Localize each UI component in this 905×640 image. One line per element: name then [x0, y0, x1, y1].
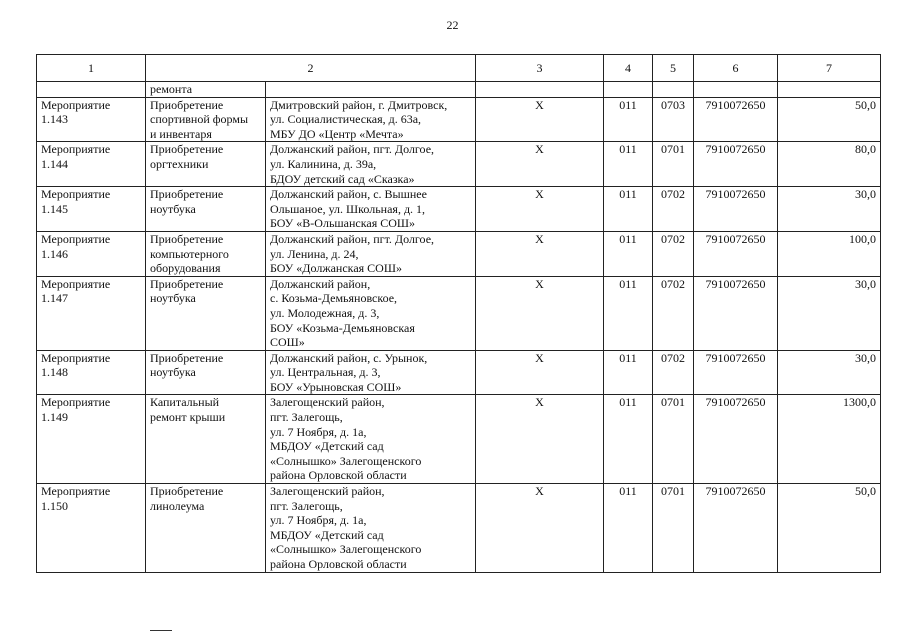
activity-name-cell	[146, 97, 266, 142]
address-line: с. Козьма-Демьяновское,	[270, 291, 398, 306]
target-code-cell: 7910072650	[694, 187, 778, 232]
address-line: МБУ ДО «Центр «Мечта»	[270, 126, 404, 141]
header-col-6: 6	[694, 55, 778, 82]
activity-name-line: спортивной формы	[150, 112, 249, 127]
address-line: СОШ»	[270, 335, 305, 350]
activity-id-cell	[37, 350, 146, 395]
address-line: ул. Молодежная, д. 3,	[270, 305, 380, 320]
footer-mark	[150, 630, 172, 631]
code-cell: 011	[604, 395, 653, 484]
activity-name-line: Приобретение	[150, 97, 224, 112]
code-cell: 011	[604, 276, 653, 350]
address-cell	[266, 276, 476, 350]
activity-id-line: 1.146	[41, 246, 68, 261]
activity-name-cell	[146, 231, 266, 276]
address-cell	[266, 187, 476, 232]
address-line: Залегощенский район,	[270, 395, 385, 410]
cont-cell-3	[266, 82, 476, 98]
target-code-cell: 7910072650	[694, 484, 778, 573]
amount-cell: 50,0	[778, 97, 881, 142]
address-line: МБДОУ «Детский сад	[270, 527, 384, 542]
code-cell: 011	[604, 187, 653, 232]
address-line: Должанский район, пгт. Долгое,	[270, 142, 435, 157]
target-code-cell: 7910072650	[694, 142, 778, 187]
table-row	[37, 484, 881, 573]
mark-cell: Х	[476, 350, 604, 395]
table-row	[37, 142, 881, 187]
address-line: «Солнышко» Залегощенского	[270, 453, 422, 468]
activity-id-line: 1.148	[41, 365, 68, 380]
section-cell: 0702	[653, 231, 694, 276]
activity-id-cell	[37, 484, 146, 573]
table-row	[37, 97, 881, 142]
activity-id-cell	[37, 142, 146, 187]
header-col-5: 5	[653, 55, 694, 82]
activity-name-line: ноутбука	[150, 201, 196, 216]
address-line: ул. 7 Ноября, д. 1а,	[270, 513, 367, 528]
activity-name-line: Приобретение	[150, 142, 224, 157]
activity-id-line: 1.150	[41, 498, 68, 513]
address-line: ул. 7 Ноября, д. 1а,	[270, 424, 367, 439]
cont-cell-4	[476, 82, 604, 98]
address-line: Должанский район,	[270, 276, 371, 291]
address-line: «Солнышко» Залегощенского	[270, 542, 422, 557]
amount-cell: 30,0	[778, 276, 881, 350]
activity-id-line: Мероприятие	[41, 231, 111, 246]
header-col-7: 7	[778, 55, 881, 82]
activity-name-line: и инвентаря	[150, 126, 212, 141]
address-cell	[266, 484, 476, 573]
mark-cell: Х	[476, 231, 604, 276]
section-cell: 0701	[653, 142, 694, 187]
amount-cell: 50,0	[778, 484, 881, 573]
header-row	[37, 55, 881, 82]
address-line: БОУ «В-Ольшанская СОШ»	[270, 216, 416, 231]
cont-cell-5	[604, 82, 653, 98]
section-cell: 0701	[653, 484, 694, 573]
mark-cell: Х	[476, 142, 604, 187]
activity-id-line: 1.143	[41, 112, 68, 127]
address-line: БОУ «Урыновская СОШ»	[270, 379, 402, 394]
section-cell: 0703	[653, 97, 694, 142]
activity-name-cell	[146, 276, 266, 350]
header-col-2: 2	[146, 55, 476, 82]
mark-cell: Х	[476, 276, 604, 350]
activity-name-line: ноутбука	[150, 291, 196, 306]
continuation-row	[37, 82, 881, 98]
activity-name-line: ремонт крыши	[150, 410, 226, 425]
address-cell	[266, 350, 476, 395]
activity-name-line: Приобретение	[150, 276, 224, 291]
address-line: БОУ «Должанская СОШ»	[270, 261, 402, 276]
activity-name-line: линолеума	[150, 498, 205, 513]
address-line: пгт. Залегощь,	[270, 498, 343, 513]
activity-name-cell	[146, 484, 266, 573]
activity-id-line: 1.144	[41, 156, 68, 171]
address-line: ул. Центральная, д. 3,	[270, 365, 381, 380]
cont-cell-1	[37, 82, 146, 98]
activity-name-line: Приобретение	[150, 484, 224, 499]
section-cell: 0701	[653, 395, 694, 484]
target-code-cell: 7910072650	[694, 276, 778, 350]
activity-id-cell	[37, 231, 146, 276]
address-line: Должанский район, с. Урынок,	[270, 350, 428, 365]
code-cell: 011	[604, 142, 653, 187]
address-line: МБДОУ «Детский сад	[270, 439, 384, 454]
activity-id-line: Мероприятие	[41, 350, 111, 365]
cont-cell-2: ремонта	[146, 82, 266, 98]
target-code-cell: 7910072650	[694, 97, 778, 142]
header-col-1: 1	[37, 55, 146, 82]
activity-name-line: Капитальный	[150, 395, 220, 410]
address-line: ул. Социалистическая, д. 63а,	[270, 112, 422, 127]
header-col-3: 3	[476, 55, 604, 82]
activity-id-line: Мероприятие	[41, 484, 111, 499]
target-code-cell: 7910072650	[694, 231, 778, 276]
target-code-cell: 7910072650	[694, 395, 778, 484]
activity-id-line: 1.145	[41, 201, 68, 216]
amount-cell: 30,0	[778, 350, 881, 395]
table-row	[37, 231, 881, 276]
address-line: района Орловской области	[270, 557, 407, 571]
cont-cell-8	[778, 82, 881, 98]
address-line: района Орловской области	[270, 468, 407, 483]
address-line: пгт. Залегощь,	[270, 410, 343, 425]
address-line: БДОУ детский сад «Сказка»	[270, 171, 415, 186]
activity-id-cell	[37, 97, 146, 142]
activity-id-cell	[37, 276, 146, 350]
activity-id-line: 1.149	[41, 410, 68, 425]
activity-id-line: Мероприятие	[41, 187, 111, 202]
address-line: Ольшаное, ул. Школьная, д. 1,	[270, 201, 426, 216]
code-cell: 011	[604, 484, 653, 573]
activity-name-cell	[146, 395, 266, 484]
section-cell: 0702	[653, 350, 694, 395]
table-row	[37, 276, 881, 350]
mark-cell: Х	[476, 484, 604, 573]
activity-name-cell	[146, 142, 266, 187]
page-number: 22	[446, 18, 459, 32]
amount-cell: 30,0	[778, 187, 881, 232]
address-line: Залегощенский район,	[270, 484, 385, 499]
activity-name-line: Приобретение	[150, 187, 224, 202]
activity-name-line: ноутбука	[150, 365, 196, 380]
activity-name-line: оргтехники	[150, 156, 209, 171]
code-cell: 011	[604, 350, 653, 395]
amount-cell: 80,0	[778, 142, 881, 187]
address-line: БОУ «Козьма-Демьяновская	[270, 320, 415, 335]
section-cell: 0702	[653, 276, 694, 350]
code-cell: 011	[604, 97, 653, 142]
address-cell	[266, 142, 476, 187]
activity-id-line: Мероприятие	[41, 276, 111, 291]
activity-name-line: оборудования	[150, 261, 221, 276]
target-code-cell: 7910072650	[694, 350, 778, 395]
activity-name-line: компьютерного	[150, 246, 229, 261]
mark-cell: Х	[476, 187, 604, 232]
activity-id-line: Мероприятие	[41, 97, 111, 112]
address-line: Должанский район, пгт. Долгое,	[270, 231, 435, 246]
address-cell	[266, 231, 476, 276]
address-line: ул. Калинина, д. 39а,	[270, 156, 377, 171]
address-cell	[266, 395, 476, 484]
activity-name-cell	[146, 187, 266, 232]
activity-id-cell	[37, 395, 146, 484]
mark-cell: Х	[476, 97, 604, 142]
mark-cell: Х	[476, 395, 604, 484]
activity-id-line: Мероприятие	[41, 395, 111, 410]
table-row	[37, 395, 881, 484]
address-line: Должанский район, с. Вышнее	[270, 187, 427, 202]
address-line: Дмитровский район, г. Дмитровск,	[270, 97, 448, 112]
amount-cell: 1300,0	[778, 395, 881, 484]
activity-name-line: Приобретение	[150, 350, 224, 365]
address-line: ул. Ленина, д. 24,	[270, 246, 359, 261]
amount-cell: 100,0	[778, 231, 881, 276]
cont-cell-7	[694, 82, 778, 98]
activity-name-cell	[146, 350, 266, 395]
address-cell	[266, 97, 476, 142]
activity-id-line: Мероприятие	[41, 142, 111, 157]
activity-id-line: 1.147	[41, 291, 68, 306]
activity-name-line: Приобретение	[150, 231, 224, 246]
cont-cell-6	[653, 82, 694, 98]
code-cell: 011	[604, 231, 653, 276]
header-col-4: 4	[604, 55, 653, 82]
table-row	[37, 187, 881, 232]
activities-table	[36, 54, 881, 573]
section-cell: 0702	[653, 187, 694, 232]
table-row	[37, 350, 881, 395]
activity-id-cell	[37, 187, 146, 232]
